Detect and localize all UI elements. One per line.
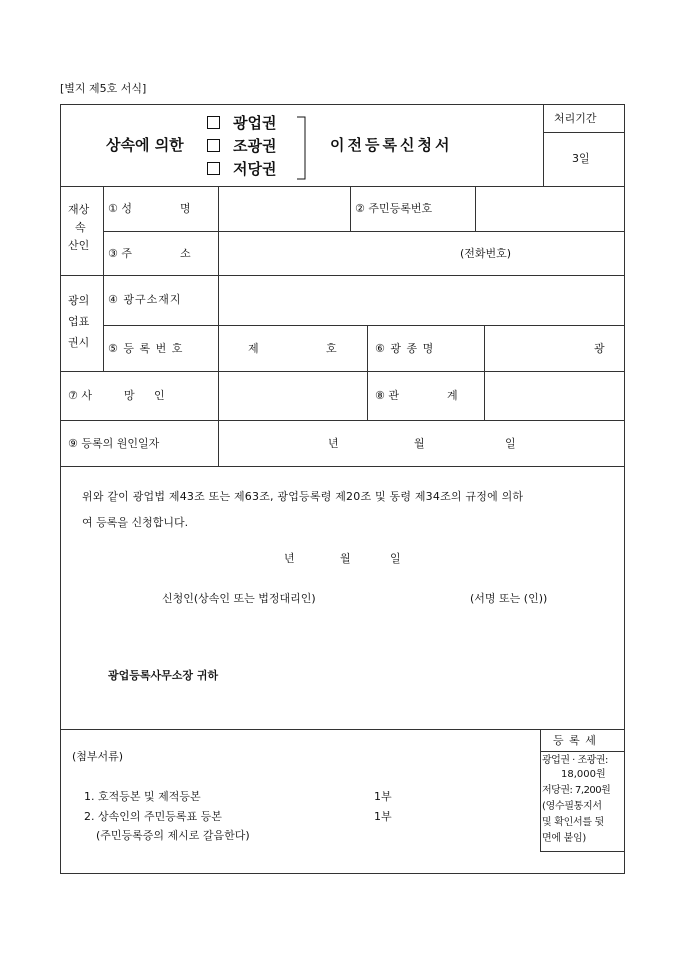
title-suffix: 이전등록신청서: [330, 136, 453, 154]
mineral-type-label: ⑥ 광 종 명: [375, 342, 435, 355]
attachment-note: (주민등록증의 제시로 갈음한다): [96, 829, 250, 842]
heir-section-label-1: 재상: [68, 203, 90, 216]
cause-date-label: ⑨ 등록의 원인일자: [68, 437, 160, 450]
fee-line-3: 저당권: 7,200원: [542, 785, 611, 796]
regno-prefix: 제: [248, 342, 259, 355]
attachment-item-2: 2. 상속인의 주민등록표 등본: [84, 810, 222, 823]
statement-line-1: 위와 같이 광업법 제43조 또는 제63조, 광업등록령 제20조 및 동령 제34조의 규정에 의하: [82, 490, 524, 503]
statement-line-2: 여 등록을 신청합니다.: [82, 516, 189, 529]
attachment-item-2-qty: 1부: [374, 810, 392, 823]
option-mortgage-right: 저당권: [233, 160, 277, 178]
fee-line-5: 및 확인서를 뒷: [542, 817, 604, 828]
concession-right-checkbox[interactable]: [207, 139, 220, 152]
cause-date-day: 일: [505, 437, 516, 450]
title-prefix: 상속에 의한: [106, 136, 184, 154]
processing-label: 처리기간: [554, 112, 597, 125]
application-day: 일: [390, 552, 401, 565]
mining-right-checkbox[interactable]: [207, 116, 220, 129]
regno-label: ⑤ 등 록 번 호: [108, 342, 184, 355]
application-year: 년: [284, 552, 295, 565]
regno-suffix: 호: [326, 342, 337, 355]
processing-period: 3일: [572, 152, 590, 165]
cause-date-month: 월: [414, 437, 425, 450]
attachment-item-1-qty: 1부: [374, 790, 392, 803]
option-bracket: [296, 116, 310, 180]
location-label: ④ 광구소재지: [108, 293, 182, 306]
mortgage-right-checkbox[interactable]: [207, 162, 220, 175]
application-month: 월: [340, 552, 351, 565]
addressee: 광업등록사무소장 귀하: [108, 669, 219, 682]
attachments-heading: (첨부서류): [72, 750, 124, 763]
mineral-type-suffix: 광: [594, 342, 605, 355]
heir-section-label-2: 속: [75, 221, 86, 234]
fee-heading: 등 록 세: [553, 734, 597, 747]
applicant-label: 신청인(상속인 또는 법정대리인): [162, 592, 316, 605]
fee-line-4: (영수필통지서: [542, 801, 602, 812]
option-concession-right: 조광권: [233, 137, 277, 155]
attachment-item-1: 1. 호적등본 및 제적등본: [84, 790, 201, 803]
phone-label: (전화번호): [460, 247, 512, 260]
signature-label: (서명 또는 (인)): [470, 592, 548, 605]
mining-section-label-2: 업표: [68, 315, 90, 328]
mining-section-label-3: 권시: [68, 336, 90, 349]
fee-line-2: 18,000원: [561, 769, 606, 780]
cause-date-year: 년: [328, 437, 339, 450]
form-code: [별지 제5호 서식]: [60, 82, 147, 95]
rrn-label: ② 주민등록번호: [355, 202, 433, 215]
fee-line-1: 광업권 · 조광권:: [542, 755, 608, 766]
mining-section-label-1: 광의: [68, 294, 90, 307]
fee-line-6: 면에 붙임): [542, 833, 586, 844]
heir-section-label-3: 산인: [68, 239, 90, 252]
option-mining-right: 광업권: [233, 114, 277, 132]
